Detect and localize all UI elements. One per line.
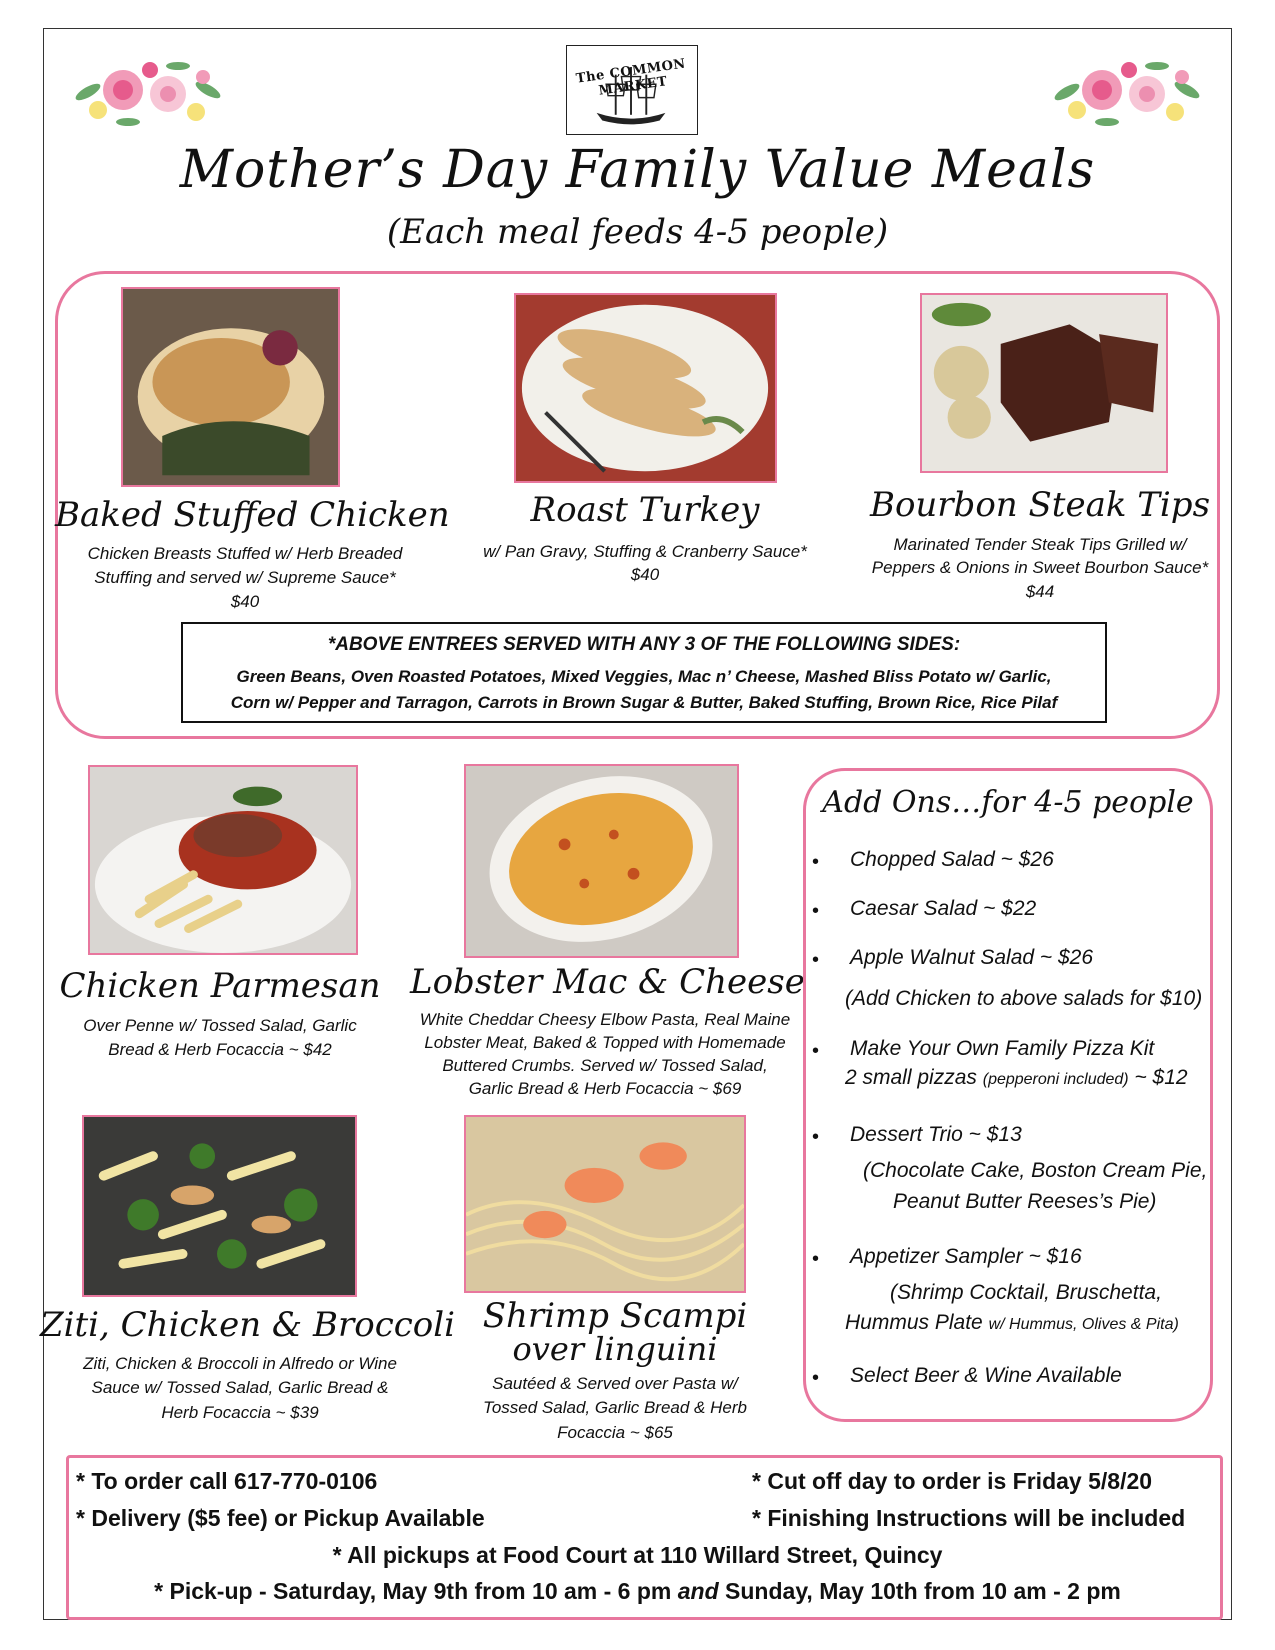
sides-heading: *ABOVE ENTREES SERVED WITH ANY 3 OF THE FOLLOWING SIDES: (327, 634, 961, 655)
lobster-mac-cheese-photo (464, 764, 739, 958)
shrimp-scampi-desc-3: Focaccia ~ $65 (557, 1423, 673, 1442)
bourbon-steak-tips-desc-1: Marinated Tender Steak Tips Grilled w/ (893, 535, 1187, 554)
baked-stuffed-chicken-name: Baked Stuffed Chicken (55, 495, 450, 535)
bullet: • (812, 1248, 820, 1270)
bullet: • (812, 949, 820, 971)
baked-stuffed-chicken-price: $40 (230, 592, 260, 611)
chicken-parmesan-desc-2: Bread & Herb Focaccia ~ $42 (108, 1040, 332, 1059)
hummus-plate: Hummus Plate (845, 1311, 983, 1334)
bourbon-steak-tips-price: $44 (1025, 582, 1055, 601)
logo-text: The COMMON MARKET (575, 56, 687, 99)
pickup-and: and (677, 1578, 719, 1604)
ziti-chicken-broccoli-desc-2: Sauce w/ Tossed Salad, Garlic Bread & (91, 1378, 389, 1397)
ziti-chicken-broccoli-photo (82, 1115, 357, 1297)
shrimp-scampi-photo (464, 1115, 746, 1293)
addon-appetizer-note-2 (845, 1311, 1179, 1335)
roast-turkey-price: $40 (630, 565, 660, 584)
shrimp-scampi-desc-2: Tossed Salad, Garlic Bread & Herb (483, 1398, 747, 1417)
pickup-times (0, 1578, 1275, 1605)
sides-line-1: Green Beans, Oven Roasted Potatoes, Mixed Veggies, Mac n’ Cheese, Mashed Bliss Potato w/ Garlic, (236, 667, 1052, 686)
bullet: • (812, 1040, 820, 1062)
roast-turkey-photo (514, 293, 777, 483)
addon-beer-wine: Select Beer & Wine Available (850, 1364, 1122, 1387)
hummus-plate-detail: w/ Hummus, Olives & Pita) (988, 1316, 1179, 1333)
shrimp-scampi-name-2: over linguini (512, 1330, 718, 1368)
addon-dessert-trio: Dessert Trio ~ $13 (850, 1123, 1022, 1146)
addon-appetizer-note-1: (Shrimp Cocktail, Bruschetta, (890, 1281, 1162, 1304)
ziti-chicken-broccoli-name: Ziti, Chicken & Broccoli (40, 1305, 455, 1345)
shrimp-scampi-name: Shrimp Scampi (482, 1296, 748, 1336)
addon-salad-chicken-note: (Add Chicken to above salads for $10) (845, 987, 1203, 1010)
addon-appetizer-sampler: Appetizer Sampler ~ $16 (850, 1245, 1082, 1268)
pickup-saturday: * Pick-up - Saturday, May 9th from 10 am - 6 pm (154, 1578, 678, 1604)
roast-turkey-desc: w/ Pan Gravy, Stuffing & Cranberry Sauce* (483, 542, 807, 561)
page-subtitle: (Each meal feeds 4-5 people) (386, 212, 889, 252)
shrimp-scampi-desc-1: Sautéed & Served over Pasta w/ (492, 1374, 738, 1393)
lobster-mac-cheese-desc-2: Lobster Meat, Baked & Topped with Homemade (424, 1033, 786, 1052)
lobster-mac-cheese-desc-4: Garlic Bread & Herb Focaccia ~ $69 (468, 1079, 742, 1098)
addon-apple-walnut-salad: Apple Walnut Salad ~ $26 (850, 946, 1094, 969)
bullet: • (812, 851, 820, 873)
cutoff-info: * Cut off day to order is Friday 5/8/20 (752, 1468, 1153, 1494)
common-market-logo (566, 45, 698, 135)
bourbon-steak-tips-desc-2: Peppers & Onions in Sweet Bourbon Sauce* (871, 558, 1209, 577)
chicken-parmesan-name: Chicken Parmesan (59, 966, 381, 1006)
bourbon-steak-tips-name: Bourbon Steak Tips (869, 485, 1211, 525)
flower-decoration-left (68, 52, 228, 132)
chicken-parmesan-photo (88, 765, 358, 955)
order-phone: * To order call 617-770-0106 (76, 1468, 378, 1494)
flower-decoration-right (1047, 52, 1207, 132)
sides-line-2: Corn w/ Pepper and Tarragon, Carrots in Brown Sugar & Butter, Baked Stuffing, Brown Rice, Rice Pilaf (230, 693, 1058, 712)
addon-pizza-kit-detail (845, 1066, 1188, 1090)
pizza-count: 2 small pizzas (845, 1066, 977, 1089)
instructions-info: * Finishing Instructions will be included (752, 1505, 1186, 1531)
addons-title: Add Ons…for 4-5 people (822, 785, 1194, 820)
pickup-location: * All pickups at Food Court at 110 Willard Street, Quincy (332, 1542, 943, 1568)
addon-dessert-note-2: Peanut Butter Reeses’s Pie) (893, 1190, 1157, 1213)
bullet: • (812, 900, 820, 922)
bourbon-steak-tips-photo (920, 293, 1168, 473)
bullet: • (812, 1126, 820, 1148)
delivery-info: * Delivery ($5 fee) or Pickup Available (76, 1505, 485, 1531)
addon-chopped-salad: Chopped Salad ~ $26 (850, 848, 1054, 871)
addon-caesar-salad: Caesar Salad ~ $22 (850, 897, 1037, 920)
lobster-mac-cheese-name: Lobster Mac & Cheese (410, 962, 805, 1002)
pizza-note: (pepperoni included) (982, 1071, 1129, 1088)
ziti-chicken-broccoli-desc-3: Herb Focaccia ~ $39 (161, 1403, 319, 1422)
pickup-sunday: Sunday, May 10th from 10 am - 2 pm (718, 1578, 1121, 1604)
lobster-mac-cheese-desc-3: Buttered Crumbs. Served w/ Tossed Salad, (442, 1056, 768, 1075)
bullet: • (812, 1367, 820, 1389)
lobster-mac-cheese-desc-1: White Cheddar Cheesy Elbow Pasta, Real Maine (419, 1010, 791, 1029)
chicken-parmesan-desc-1: Over Penne w/ Tossed Salad, Garlic (83, 1016, 357, 1035)
addon-dessert-note-1: (Chocolate Cake, Boston Cream Pie, (863, 1159, 1208, 1182)
roast-turkey-name: Roast Turkey (530, 490, 760, 530)
page-title: Mother’s Day Family Value Meals (179, 140, 1096, 200)
ziti-chicken-broccoli-desc-1: Ziti, Chicken & Broccoli in Alfredo or Wine (83, 1354, 397, 1373)
baked-stuffed-chicken-desc-2: Stuffing and served w/ Supreme Sauce* (94, 568, 396, 587)
pizza-price: ~ $12 (1134, 1066, 1188, 1089)
addon-pizza-kit: Make Your Own Family Pizza Kit (850, 1037, 1155, 1060)
baked-stuffed-chicken-desc-1: Chicken Breasts Stuffed w/ Herb Breaded (87, 544, 403, 563)
sides-box (181, 622, 1107, 723)
baked-stuffed-chicken-photo (121, 287, 340, 487)
